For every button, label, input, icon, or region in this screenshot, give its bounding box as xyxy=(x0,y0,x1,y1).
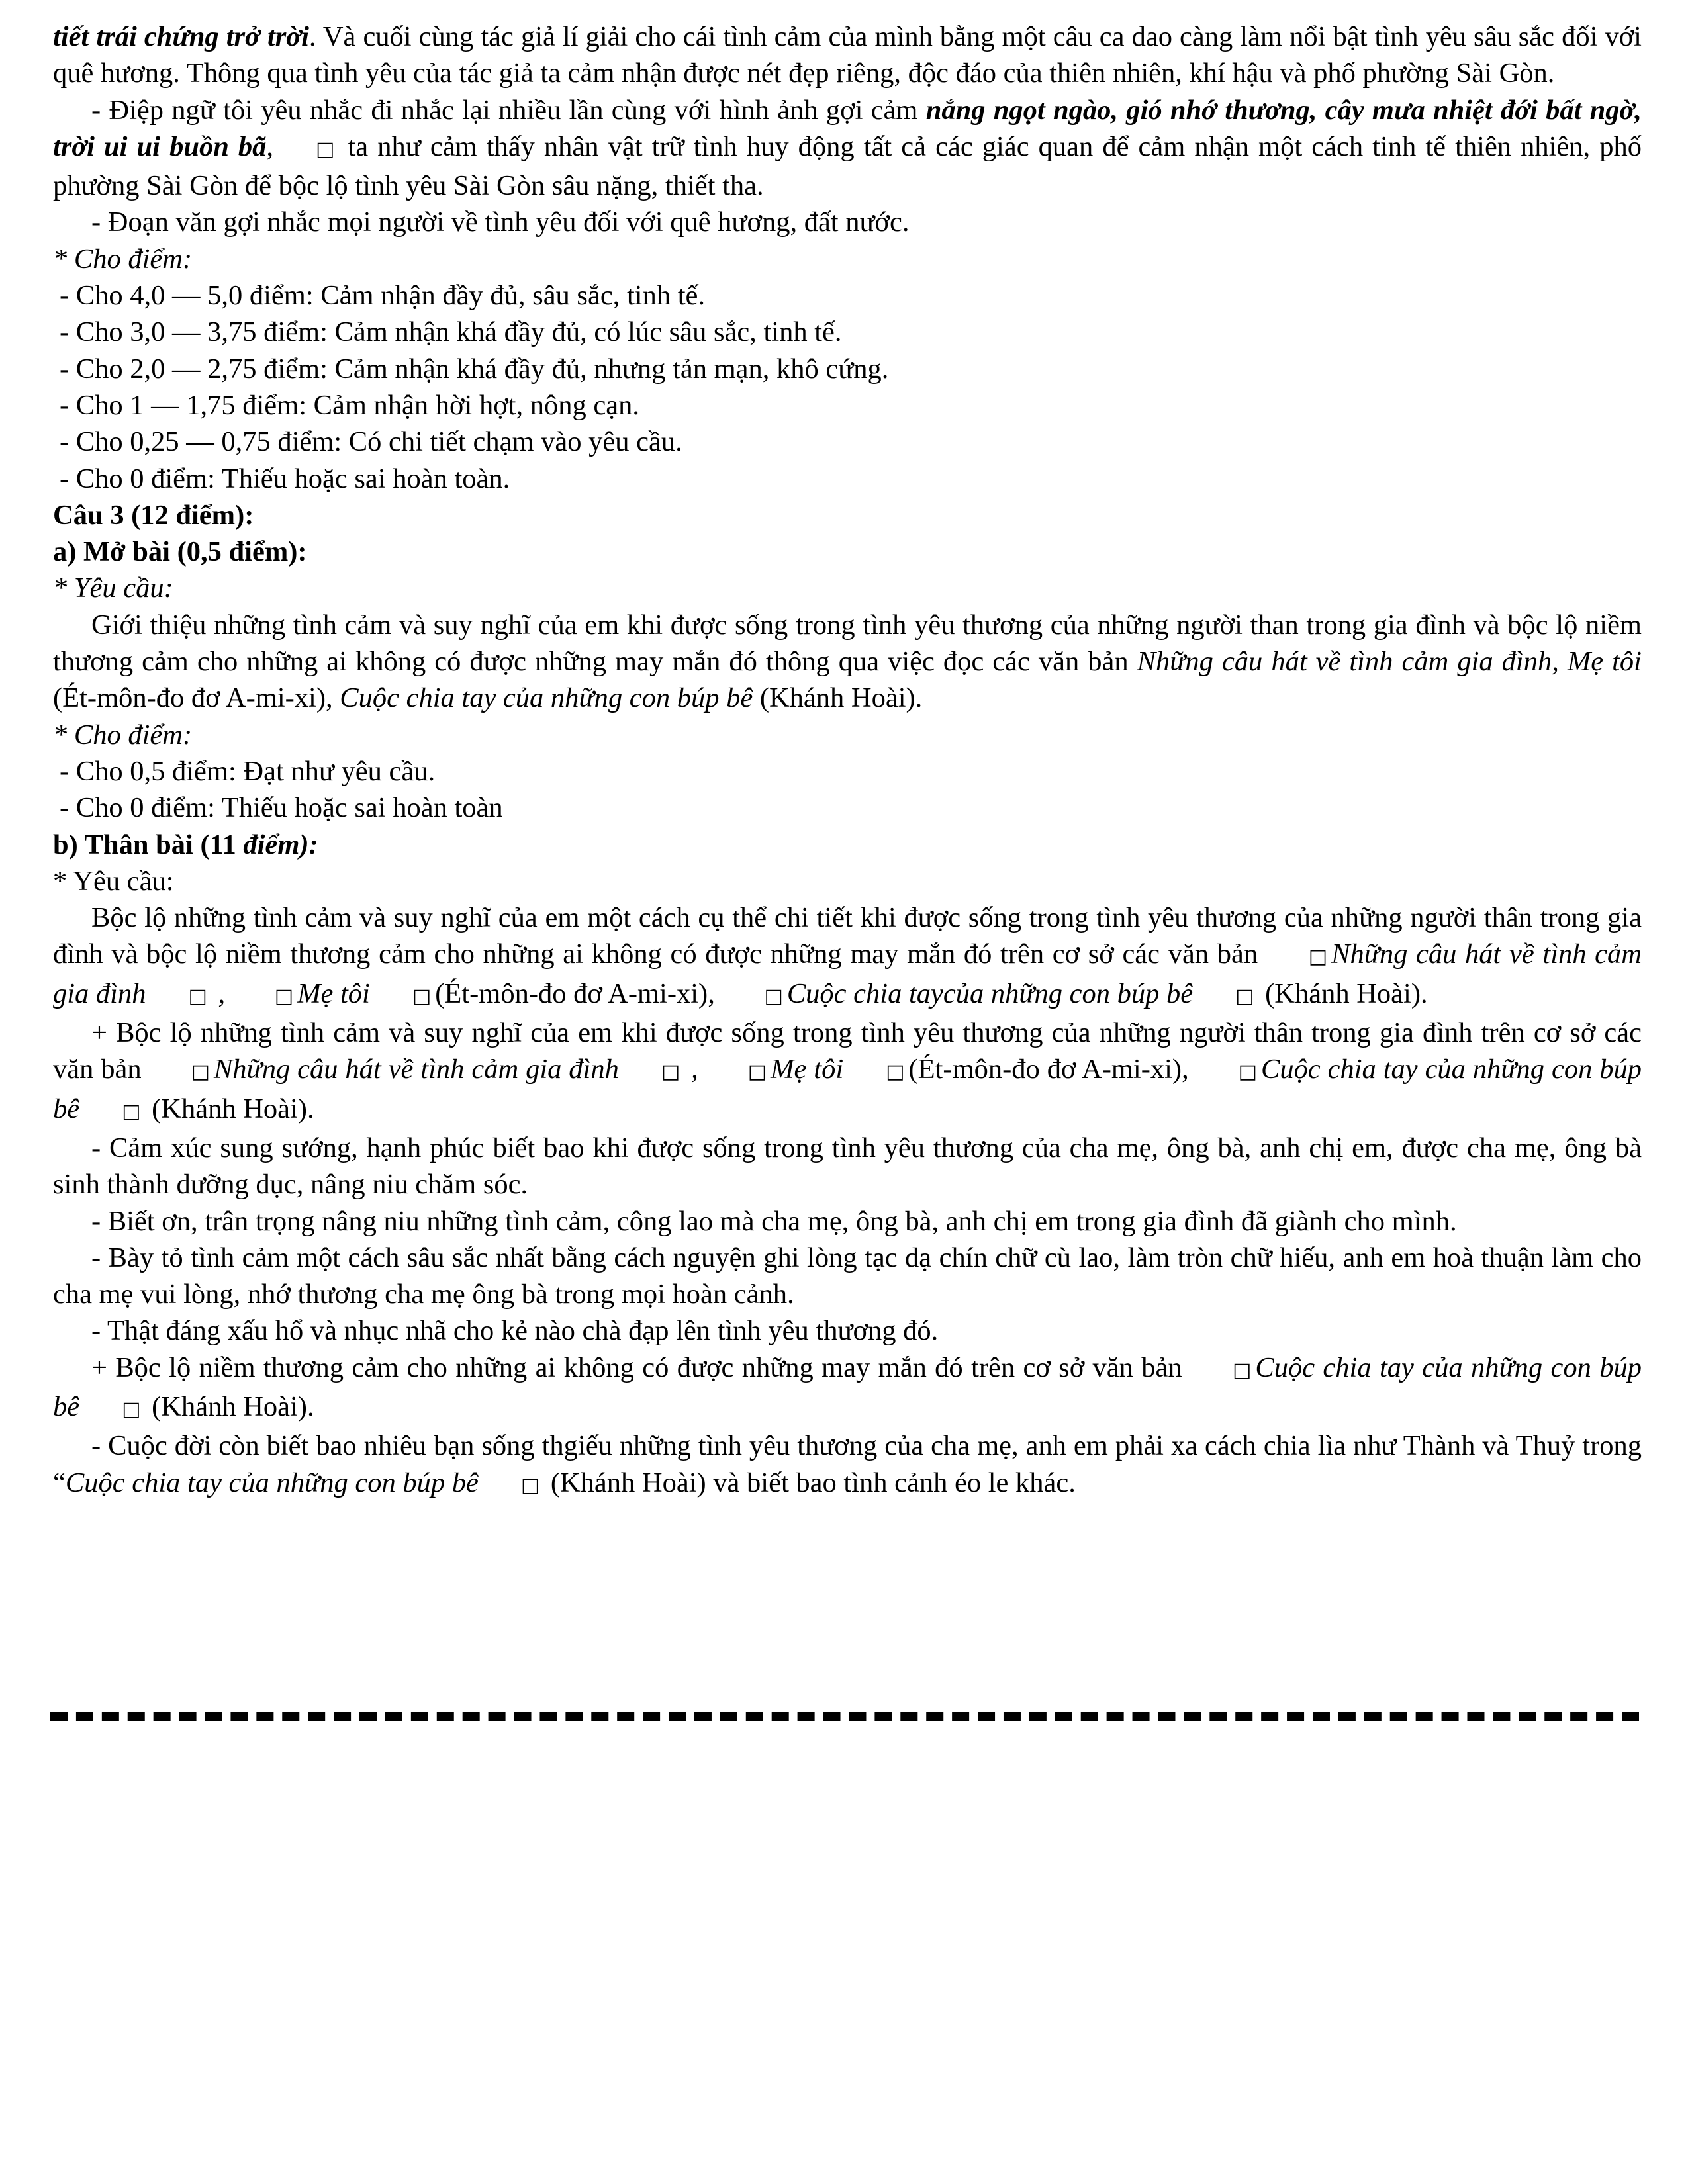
section-b-heading xyxy=(53,827,1642,863)
score-item: - Cho 0,25 — 0,75 điểm: Có chi tiết chạm vào yêu cầu. xyxy=(60,426,682,458)
body-text: - Cuộc đời còn biết bao nhiêu bạn sống thgiếu những tình yêu thương của cha mẹ, anh em phải xa cách chia lìa như Thành và Thuỷ trong “ xyxy=(53,1430,1642,1498)
score-item: - Cho 2,0 — 2,75 điểm: Cảm nhận khá đầy đủ, nhưng tản mạn, khô cứng. xyxy=(60,353,889,385)
body-text: , xyxy=(211,978,232,1009)
heading-text: điểm): xyxy=(243,829,318,860)
score-label: * Cho điểm: xyxy=(53,719,193,751)
paragraph-compassion xyxy=(53,1349,1642,1428)
score-item: - Cho 0 điểm: Thiếu hoặc sai hoàn toàn xyxy=(60,792,503,824)
paragraph-body-requirement xyxy=(53,899,1642,1015)
requirement-label: * Yêu cầu: xyxy=(53,572,173,604)
paragraph-family-love xyxy=(53,1015,1642,1130)
missing-glyph-icon: □ xyxy=(747,1060,767,1084)
missing-glyph-icon: □ xyxy=(191,1060,210,1084)
paragraph-gratitude: - Biết ơn, trân trọng nâng niu những tình cảm, công lao mà cha mẹ, ông bà, anh chị em trong gia đình đã giành cho mình. xyxy=(91,1205,1457,1237)
missing-glyph-icon: □ xyxy=(412,984,432,1008)
work-title: Cuộc chia tay của những con búp bê xyxy=(65,1467,479,1498)
dashed-divider xyxy=(50,1712,1639,1721)
paragraph-introduction xyxy=(53,607,1642,717)
score-item: - Cho 4,0 — 5,0 điểm: Cảm nhận đầy đủ, sâu sắc, tinh tế. xyxy=(60,280,705,312)
score-label: * Cho điểm: xyxy=(53,243,193,275)
body-text: , xyxy=(684,1054,706,1085)
paragraph-repetition xyxy=(53,92,1642,205)
work-title: Cuộc chia tay của những con búp bê xyxy=(53,1054,1642,1124)
body-text: - Điệp ngữ tôi yêu nhắc đi nhắc lại nhiều lần cùng với hình ảnh gợi cảm xyxy=(91,94,926,126)
work-title: Cuộc chia tay của những con búp bê xyxy=(53,1351,1642,1422)
missing-glyph-icon: □ xyxy=(1308,945,1328,969)
work-title: Những câu hát về tình cảm gia đình, Mẹ tôi xyxy=(1137,646,1642,678)
score-item: - Cho 1 — 1,75 điểm: Cảm nhận hời hợt, nông cạn. xyxy=(60,389,639,421)
missing-glyph-icon: □ xyxy=(316,137,335,161)
missing-glyph-icon: □ xyxy=(661,1060,680,1084)
document-page xyxy=(53,19,1642,1504)
requirement-label: * Yêu cầu: xyxy=(53,865,174,897)
question-3-heading: Câu 3 (12 điểm): xyxy=(53,499,254,531)
paragraph-sai-gon-conclusion xyxy=(53,19,1642,92)
paragraph-unfortunate-children xyxy=(53,1428,1642,1504)
missing-glyph-icon: □ xyxy=(122,1397,141,1421)
paragraph-reminder: - Đoạn văn gợi nhắc mọi người về tình yêu đối với quê hương, đất nước. xyxy=(91,206,910,238)
work-title: Mẹ tôi xyxy=(297,978,370,1009)
body-text: + Bộc lộ niềm thương cảm cho những ai không có được những may mắn đó trên cơ sở văn bản xyxy=(91,1351,1190,1383)
body-text: ta như cảm thấy nhân vật trữ tình huy động tất cả các giác quan để cảm nhận một cách tinh tế thiên nhiên, phố phường Sài Gòn để bộc lộ tình yêu Sài Gòn sâu nặng, thiết tha. xyxy=(53,130,1642,202)
body-text: (Khánh Hoài). xyxy=(144,1093,314,1124)
section-a-heading: a) Mở bài (0,5 điểm): xyxy=(53,536,307,568)
missing-glyph-icon: □ xyxy=(122,1099,141,1123)
body-text: , xyxy=(266,130,274,162)
missing-glyph-icon: □ xyxy=(1238,1060,1257,1084)
emphasis-text: nắng ngọt ngào, gió nhớ thương, cây mưa nhiệt đới bất ngờ, trời ui ui buồn bã xyxy=(53,94,1642,162)
paragraph-expression: - Bày tỏ tình cảm một cách sâu sắc nhất bằng cách nguyện ghi lòng tạc dạ chín chữ cù lao, làm tròn chữ hiếu, anh em hoà thuận làm cho cha mẹ vui lòng, nhớ thương cha mẹ ông bà trong mọi hoàn cảnh. xyxy=(53,1242,1642,1310)
score-item: - Cho 0 điểm: Thiếu hoặc sai hoàn toàn. xyxy=(60,463,510,494)
work-title: Mẹ tôi xyxy=(771,1054,844,1085)
missing-glyph-icon: □ xyxy=(520,1473,540,1497)
work-title: Những câu hát về tình cảm gia đình xyxy=(53,938,1642,1009)
score-item: - Cho 3,0 — 3,75 điểm: Cảm nhận khá đầy đủ, có lúc sâu sắc, tinh tế. xyxy=(60,316,842,348)
missing-glyph-icon: □ xyxy=(886,1060,905,1084)
body-text: Bộc lộ những tình cảm và suy nghĩ của em một cách cụ thể chi tiết khi được sống trong tình yêu thương của những người thân trong gia đình và bộc lộ niềm thương cảm cho những ai không có được những may mắn đó trên cơ sở các văn bản xyxy=(53,902,1642,970)
missing-glyph-icon: □ xyxy=(188,984,207,1008)
paragraph-shame: - Thật đáng xấu hổ và nhục nhã cho kẻ nào chà đạp lên tình yêu thương đó. xyxy=(91,1315,939,1347)
work-title: Những câu hát về tình cảm gia đình xyxy=(213,1054,619,1085)
body-text: (Khánh Hoài) và biết bao tình cảnh éo le khác. xyxy=(543,1467,1076,1498)
missing-glyph-icon: □ xyxy=(1233,1358,1252,1382)
body-text: + Bộc lộ những tình cảm và suy nghĩ của em khi được sống trong tình yêu thương của những người thân trong gia đình trên cơ sở các văn bản xyxy=(53,1017,1642,1085)
body-text: (Khánh Hoài). xyxy=(1258,978,1428,1009)
body-text: (Ét-môn-đo đơ A-mi-xi), xyxy=(53,682,340,714)
score-item: - Cho 0,5 điểm: Đạt như yêu cầu. xyxy=(60,755,436,787)
body-text: Giới thiệu những tình cảm và suy nghĩ của em khi được sống trong tình yêu thương của những người than trong gia đình và bộc lộ niềm thương cảm cho những ai không có được những may mắn đó thông qua việc đọc các văn bản xyxy=(53,609,1642,678)
body-text: (Ét-môn-đo đơ A-mi-xi), xyxy=(908,1054,1196,1085)
emphasis-text: tiết trái chứng trở trời xyxy=(53,21,309,52)
missing-glyph-icon: □ xyxy=(1235,984,1254,1008)
body-text: . Và cuối cùng tác giả lí giải cho cái tình cảm của mình bằng một câu ca dao càng làm nổi bật tình yêu sâu sắc đối với quê hương. Thông qua tình yêu của tác giả ta cảm nhận được nét đẹp riêng, độc đáo của thiên nhiên, khí hậu và phố phường Sài Gòn. xyxy=(53,21,1642,89)
body-text: (Khánh Hoài). xyxy=(753,682,923,714)
missing-glyph-icon: □ xyxy=(274,984,294,1008)
missing-glyph-icon: □ xyxy=(764,984,783,1008)
paragraph-happiness: - Cảm xúc sung sướng, hạnh phúc biết bao khi được sống trong tình yêu thương của cha mẹ, ông bà, anh chị em, được cha mẹ, ông bà sinh thành dưỡng dục, nâng niu chăm sóc. xyxy=(53,1132,1642,1201)
body-text: (Ét-môn-đo đơ A-mi-xi), xyxy=(435,978,722,1009)
heading-text: b) Thân bài (11 xyxy=(53,829,244,860)
work-title: Cuộc chia taycủa những con búp bê xyxy=(786,978,1194,1009)
body-text: (Khánh Hoài). xyxy=(144,1390,314,1422)
work-title: Cuộc chia tay của những con búp bê xyxy=(340,682,753,714)
